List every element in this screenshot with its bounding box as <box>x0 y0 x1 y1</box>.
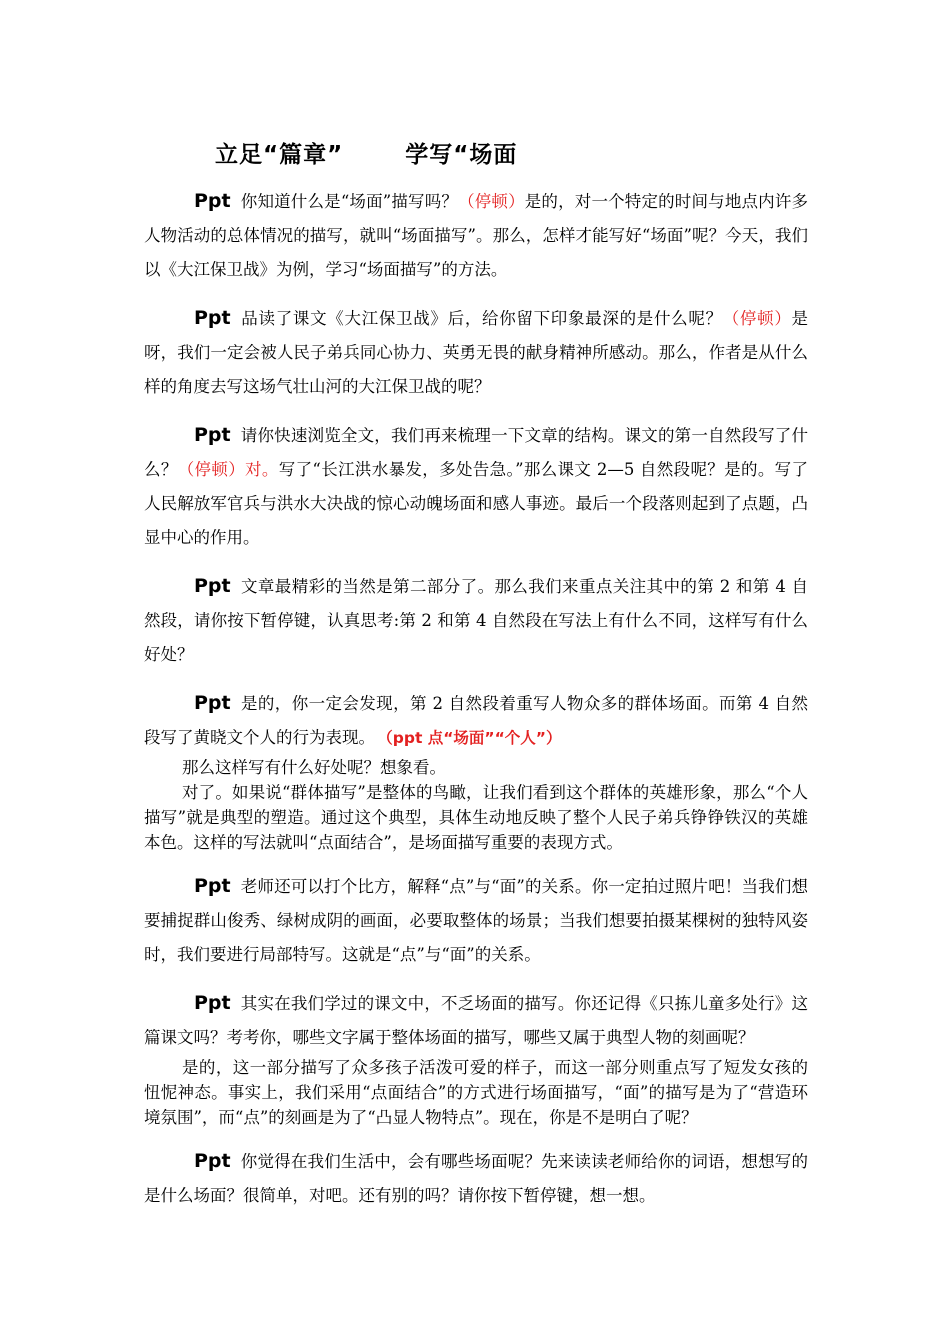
pause-note: （停顿） <box>722 309 792 328</box>
ppt-marker: Ppt <box>194 575 231 597</box>
ppt-marker: Ppt <box>194 875 231 897</box>
pause-note: （停顿）对。 <box>177 460 279 479</box>
paragraph-6 <box>144 869 808 972</box>
paragraph-text: 是的，对一个特定的时间与地点内许多人物活动的总体情况的描写，就叫“场面描写”。那么，怎样才能写好“场面”呢？今天，我们以《大江保卫战》为例，学习“场面描写”的方法。 <box>144 192 808 279</box>
title-part-2: 学写“场面 <box>405 142 518 168</box>
ppt-highlight-note: （ppt 点“场面”“个人”） <box>385 729 562 747</box>
pause-note: （停顿） <box>458 192 525 211</box>
paragraph-plain-1: 那么这样写有什么好处呢？想象看。 <box>182 758 446 777</box>
paragraph-1 <box>144 184 808 287</box>
paragraph-4 <box>144 569 808 672</box>
ppt-marker: Ppt <box>194 692 231 714</box>
paragraph-text: 请你快速浏览全文，我们再来梳理一下文章的结构。课文的第一自然段写了什么？ <box>144 426 808 479</box>
paragraph-text: 是呀，我们一定会被人民子弟兵同心协力、英勇无畏的献身精神所感动。那么，作者是从什么样的角度去写这场气壮山河的大江保卫战的呢？ <box>144 309 809 396</box>
paragraph-plain-3: 是的，这一部分描写了众多孩子活泼可爱的样子，而这一部分则重点写了短发女孩的忸怩神态。事实上，我们采用“点面结合”的方式进行场面描写，“面”的描写是为了“营造环境氛围”，而“点”的刻画是为了“凸显人物特点”。现在，你是不是明白了呢？ <box>144 1058 808 1127</box>
paragraph-text: 你觉得在我们生活中，会有哪些场面呢？先来读读老师给你的词语，想想写的是什么场面？很简单，对吧。还有别的吗？请你按下暂停键，想一想。 <box>144 1152 808 1205</box>
ppt-marker: Ppt <box>194 992 231 1014</box>
paragraph-plain-2: 对了。如果说“群体描写”是整体的鸟瞰，让我们看到这个群体的英雄形象，那么“个人描写”就是典型的塑造。通过这个典型，具体生动地反映了整个人民子弟兵铮铮铁汉的英雄本色。这样的写法就叫“点面结合”，是场面描写重要的表现方式。 <box>144 783 808 852</box>
ppt-marker: Ppt <box>194 424 231 446</box>
ppt-marker: Ppt <box>194 307 231 329</box>
document-body <box>144 184 808 1227</box>
paragraph-8 <box>144 1144 808 1213</box>
paragraph-text: 写了“长江洪水暴发，多处告急。”那么课文 2—5 自然段呢？是的。写了人民解放军官兵与洪水大决战的惊心动魄场面和感人事迹。最后一个段落则起到了点题，凸显中心的作用。 <box>144 460 808 547</box>
ppt-marker: Ppt <box>194 1150 231 1172</box>
paragraph-text: 文章最精彩的当然是第二部分了。那么我们来重点关注其中的第 2 和第 4 自然段，请你按下暂停键，认真思考:第 2 和第 4 自然段在写法上有什么不同，这样写有什么好处？ <box>144 577 808 664</box>
paragraph-3 <box>144 418 808 555</box>
paragraph-text: 品读了课文《大江保卫战》后，给你留下印象最深的是什么呢？ <box>240 309 723 328</box>
title-part-1: 立足“篇章” <box>215 142 344 168</box>
ppt-marker: Ppt <box>194 190 231 212</box>
paragraph-text: 其实在我们学过的课文中，不乏场面的描写。你还记得《只拣儿童多处行》这篇课文吗？考考你，哪些文字属于整体场面的描写，哪些又属于典型人物的刻画呢？ <box>144 994 808 1047</box>
paragraph-5 <box>144 686 808 755</box>
paragraph-text: 老师还可以打个比方，解释“点”与“面”的关系。你一定拍过照片吧！当我们想要捕捉群山俊秀、绿树成阴的画面，必要取整体的场景；当我们想要拍摄某棵树的独特风姿时，我们要进行局部特写。这就是“点”与“面”的关系。 <box>144 877 808 964</box>
paragraph-7 <box>144 986 808 1055</box>
document-title <box>215 136 517 169</box>
paragraph-text: 是的，你一定会发现，第 2 自然段着重写人物众多的群体场面。而第 4 自然段写了黄晓文个人的行为表现。 <box>144 694 808 747</box>
paragraph-2 <box>144 301 808 404</box>
paragraph-text: 你知道什么是“场面”描写吗？ <box>240 192 459 211</box>
